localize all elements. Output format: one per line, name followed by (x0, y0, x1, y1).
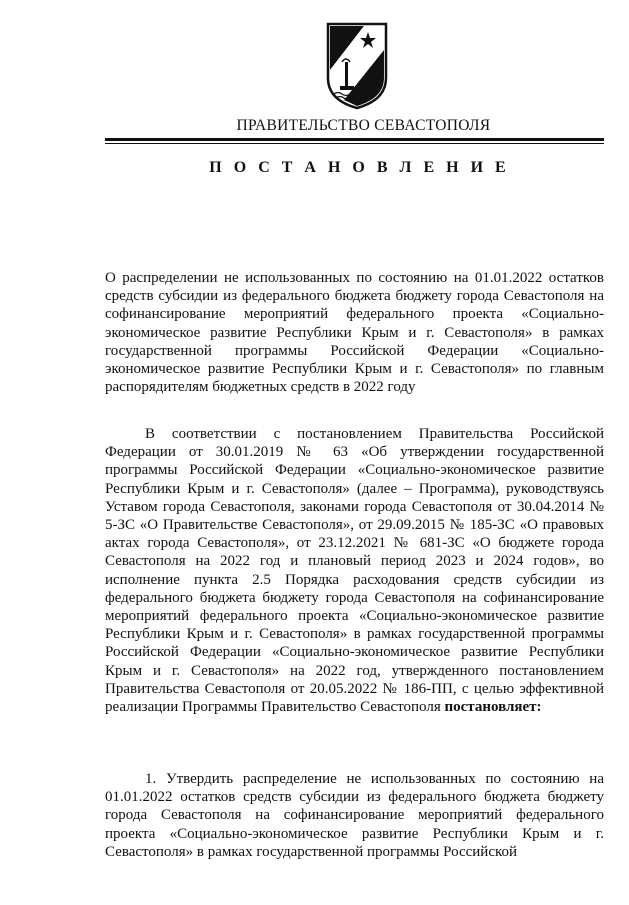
preamble-text: В соответствии с постановлением Правительства Российской Федерации от 30.01.2019 № 63 «Об утверждении государственной программы Российской Федерации «Социально-экономическое развитие Республики Крым и г. Севастополя» (далее – Программа), руководствуясь Уставом города Севастополя, законами города Севастополя от 30.04.2014 № 5-ЗС «О Правительстве Севастополя», от 29.09.2015 № 185-ЗС «О правовых актах города Севастополя», от 23.12.2021 № 681-ЗС «О бюджете города Севастополя на 2022 год и плановый период 2023 и 2024 годов», во исполнение пункта 2.5 Порядка расходования средств субсидии из федерального бюджета бюджету города Севастополя на софинансирование мероприятий федерального проекта «Социально-экономическое развитие Республики Крым и г. Севастополя» в рамках государственной программы Российской Федерации «Социально-экономическое развитие Республики Крым и г. Севастополя» на 2022 год, утвержденного постановлением Правительства Севастополя от 20.05.2022 № 186-ПП, с целью эффективной реализации Программы Правительство Севастополя (105, 426, 604, 716)
item-1-paragraph: 1. Утвердить распределение не использованных по состоянию на 01.01.2022 остатков средств субсидии из федерального бюджета бюджету города Севастополя на софинансирование мероприятий федерального проекта «Социально-экономическое развитие Республики Крым и г. Севастополя» в рамках государственной программы Российской (105, 771, 604, 860)
header-rule-thin (105, 143, 604, 144)
document-type-title: П О С Т А Н О В Л Е Н И Е (209, 159, 510, 176)
sevastopol-coat-of-arms-icon (324, 20, 390, 110)
document-subject: О распределении не использованных по состоянию на 01.01.2022 остатков средств субсидии из федерального бюджета бюджету города Севастополя на софинансирование мероприятий федерального проекта «Социально-экономическое развитие Республики Крым и г. Севастополя» в рамках государственной программы Российской Федерации «Социально-экономическое развитие Республики Крым и г. Севастополя» по главным распорядителям бюджетных средств в 2022 году (105, 270, 604, 396)
decree-word: постановляет: (444, 699, 542, 716)
government-title: ПРАВИТЕЛЬСТВО СЕВАСТОПОЛЯ (236, 117, 491, 134)
preamble-paragraph (105, 425, 604, 716)
header-rule-thick (105, 138, 604, 141)
